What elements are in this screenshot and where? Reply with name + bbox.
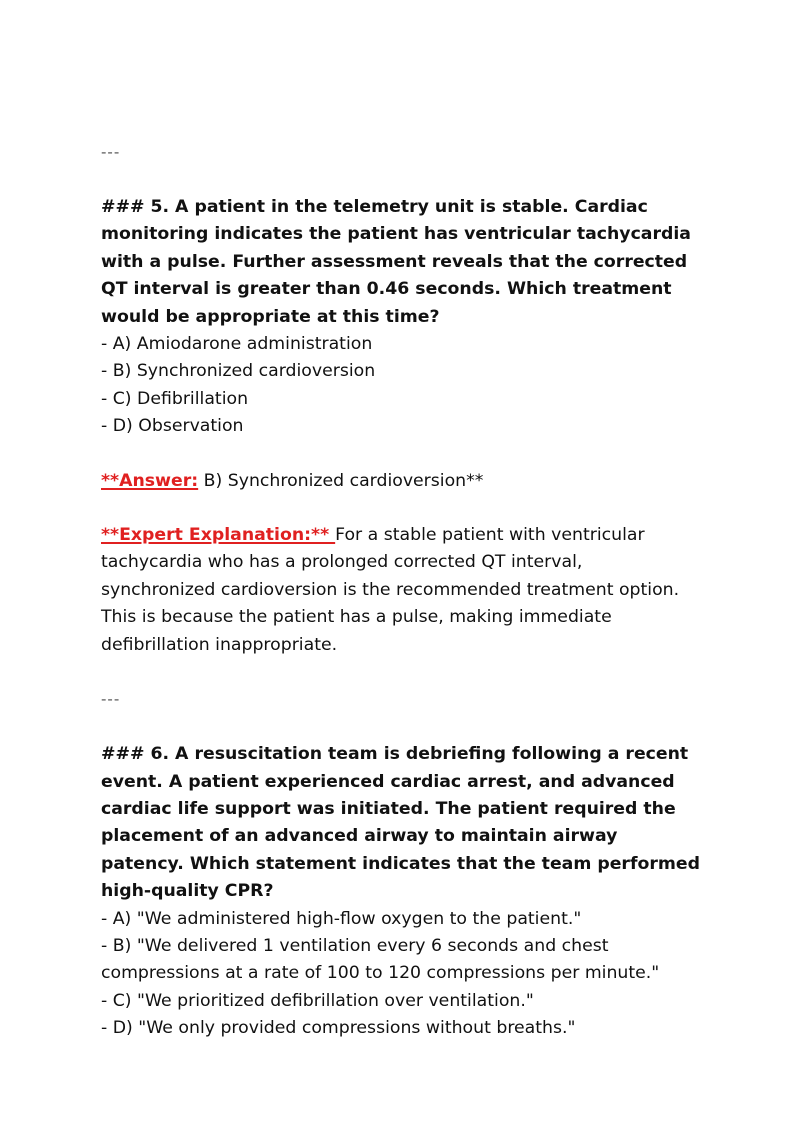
- explanation-5: [101, 522, 701, 659]
- option-5b: - B) Synchronized cardioversion: [101, 361, 376, 382]
- option-5d: - D) Observation: [101, 416, 244, 437]
- question-5-options: [101, 331, 701, 441]
- separator-top: ---: [101, 143, 121, 161]
- separator-middle: ---: [101, 690, 121, 709]
- explanation-label: **Expert Explanation:**: [101, 525, 336, 546]
- question-6-options: [101, 906, 701, 1043]
- option-6a: - A) "We administered high-flow oxygen to the patient.": [101, 908, 582, 929]
- answer-text: B) Synchronized cardioversion**: [198, 470, 484, 491]
- question-5-text: ### 5. A patient in the telemetry unit is stable. Cardiac monitoring indicates the patient has ventricular tachycardia with a pulse. Further assessment reveals that the corrected QT interval is greater than 0.46 seconds. Which treatment would be appropriate at this time?: [101, 197, 691, 327]
- question-6-text: ### 6. A resuscitation team is debriefing following a recent event. A patient experienced cardiac arrest, and advanced cardiac life support was initiated. The patient required the placement of an advanced airway to maintain airway patency. Which statement indicates that the team performed high-quality CPR?: [101, 744, 700, 902]
- option-6d: - D) "We only provided compressions without breaths.": [101, 1018, 576, 1039]
- option-5a: - A) Amiodarone administration: [101, 334, 373, 355]
- answer-label: **Answer:: [101, 470, 199, 491]
- document-page: [101, 139, 701, 1043]
- option-6c: - C) "We prioritized defibrillation over ventilation.": [101, 990, 534, 1011]
- option-5c: - C) Defibrillation: [101, 388, 249, 409]
- option-6b: - B) "We delivered 1 ventilation every 6 seconds and chest compressions at a rate of 100 to 120 compressions per minute.": [101, 935, 660, 984]
- answer-5: [101, 468, 701, 495]
- explanation-text: For a stable patient with ventricular tachycardia who has a prolonged corrected QT interval, synchronized cardioversion is the recommended treatment option. This is because the patient has a pulse, making immediate defibrillation inappropriate.: [101, 525, 680, 655]
